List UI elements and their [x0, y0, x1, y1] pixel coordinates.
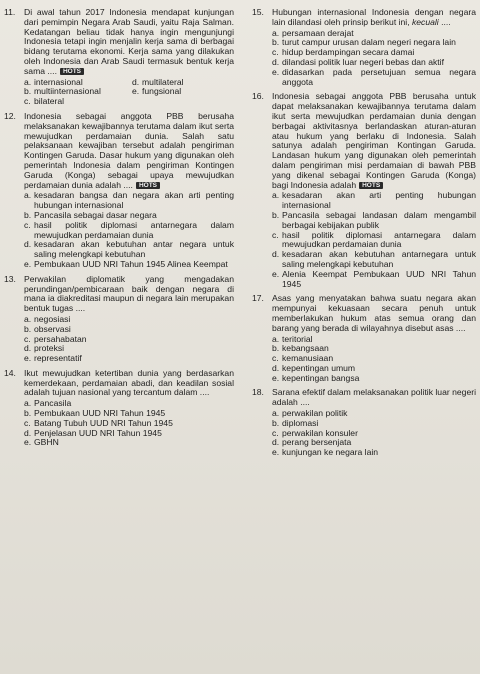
question-12 [4, 112, 234, 270]
question-stem: Perwakilan diplomatik yang mengadakan perundingan/pembicaraan baik dengan negara di mana ia diakreditasi maupun di negara lain merupakan bentuk tugas .... [24, 273, 234, 314]
question-15 [252, 8, 476, 87]
option-a[interactable]: a. negosiasi [24, 313, 71, 324]
option-c[interactable]: c. hidup berdampingan secara damai [272, 47, 415, 58]
question-number: 18. [252, 387, 264, 398]
option-d[interactable]: d. dilandasi politik luar negeri bebas dan aktif [272, 56, 444, 67]
option-d[interactable]: d. kesadaran akan kebutuhan antar negara untuk saling melengkapi kebutuhan [24, 239, 234, 260]
option-d[interactable]: d. kesadaran akan kebutuhan antarnegara untuk saling melengkapi kebutuhan [272, 249, 476, 269]
question-stem: Sarana efektif dalam melaksanakan politik luar negeri adalah .... [272, 387, 476, 408]
option-e[interactable]: e. representatif [24, 353, 82, 364]
question-18 [252, 388, 476, 458]
answer-options [272, 29, 476, 88]
option-b[interactable]: b. kebangsaan [272, 343, 329, 354]
option-e[interactable]: e. fungsional [132, 86, 182, 97]
option-e[interactable]: e. kepentingan bangsa [272, 372, 360, 383]
option-a[interactable]: a. kesadaran bangsa dan negara akan arti penting hubungan internasional [24, 190, 234, 211]
answer-options [272, 409, 476, 458]
question-stem: Indonesia sebagai anggota PBB berusaha untuk dapat melaksanakan kewajibannya terutama dalam ikut serta mewujudkan perdamaian dunia dengan berbagai aktivitasnya berlandaskan aturan-aturan atau hukum yang berlaku di Indonesia. Salah satunya adalah pengiriman Kontingan Garuda. Landasan hukum yang digunakan oleh pemerintah dalam pengiriman misi perdamaian di bawah PBB yang dikenal sebagai Kontingen Garuda (Konga) bagi Indonesia adalah HOTS [272, 91, 476, 190]
option-e[interactable]: e. Alenia Keempat Pembukaan UUD NRI Tahun 1945 [272, 268, 476, 289]
option-b[interactable]: b. observasi [24, 323, 71, 334]
option-e[interactable]: e. Pembukaan UUD NRI Tahun 1945 Alinea Keempat [24, 258, 228, 269]
option-b[interactable]: b. Pembukaan UUD NRI Tahun 1945 [24, 408, 166, 419]
question-stem: Ikut mewujudkan ketertiban dunia yang berdasarkan kemerdekaan, perdamaian abadi, dan keadilan sosial adalah tujuan nasional yang tercantum dalam .... [24, 367, 234, 398]
option-a[interactable]: a. internasional [24, 76, 83, 87]
option-d[interactable]: d. kepentingan umum [272, 362, 356, 373]
option-a[interactable]: a. kesadaran akan arti penting hubungan internasional [272, 190, 476, 211]
hots-badge: HOTS [60, 68, 84, 75]
option-e[interactable]: e. kunjungan ke negara lain [272, 447, 379, 458]
option-c[interactable]: c. hasil politik diplomasi antarnegara dalam mewujudkan perdamaian dunia [272, 229, 476, 250]
option-d[interactable]: d. Penjelasan UUD NRI Tahun 1945 [24, 427, 162, 438]
question-number: 11. [4, 7, 16, 17]
question-stem: Hubungan internasional Indonesia dengan negara lain dilandasi oleh prinsip berikut ini, kecuali .... [272, 7, 476, 27]
option-a[interactable]: a. perwakilan politik [272, 408, 348, 419]
option-e[interactable]: e. didasarkan pada persetujuan semua negara anggota [272, 66, 476, 87]
option-c[interactable]: c. Batang Tubuh UUD NRI Tahun 1945 [24, 417, 173, 428]
answer-options [272, 191, 476, 289]
right-column [252, 8, 476, 458]
answer-options [24, 315, 234, 364]
answer-options [24, 399, 234, 448]
answer-options [272, 335, 476, 384]
question-number: 16. [252, 91, 264, 102]
option-d[interactable]: d. multilateral [132, 76, 184, 87]
question-number: 13. [4, 273, 16, 284]
question-11 [4, 8, 234, 107]
option-b[interactable]: b. diplomasi [272, 417, 319, 428]
option-c[interactable]: c. bilateral [24, 96, 65, 107]
question-number: 15. [252, 7, 264, 17]
option-c[interactable]: c. perwakilan konsuler [272, 427, 358, 438]
question-stem: Di awal tahun 2017 Indonesia mendapat kunjungan dari pemimpin Negara Arab Saudi, yaitu Raja Salman. Kedatangan beliau tidak hanya ingin mengunjungi Indonesia tetapi ingin menjalin kerja sama di berbagai bidang terutama ekonomi. Kerja sama yang dilakukan oleh Indonesia dan Arab Saudi termasuk bentuk kerja sama .... HOTS [24, 7, 234, 76]
answer-options [24, 191, 234, 269]
question-13 [4, 275, 234, 364]
option-c[interactable]: c. kemanusiaan [272, 353, 334, 364]
option-b[interactable]: b. multiinternasional [24, 86, 101, 97]
option-a[interactable]: a. persamaan derajat [272, 27, 354, 38]
emphasis-kecuali: kecuali [411, 16, 439, 27]
option-a[interactable]: a. Pancasila [24, 398, 72, 409]
option-e[interactable]: e. GBHN [24, 437, 59, 448]
question-number: 12. [4, 110, 16, 121]
option-a[interactable]: a. teritorial [272, 333, 313, 344]
option-c[interactable]: c. persahabatan [24, 333, 87, 344]
option-d[interactable]: d. proteksi [24, 343, 65, 354]
question-16 [252, 92, 476, 289]
question-number: 14. [4, 367, 16, 378]
hots-badge: HOTS [359, 182, 383, 189]
question-17 [252, 294, 476, 383]
answer-options [24, 78, 234, 107]
option-b[interactable]: b. turut campur urusan dalam negeri negara lain [272, 37, 456, 48]
option-b[interactable]: b. Pancasila sebagai landasan dalam mengambil berbagai kebijakan publik [272, 209, 476, 230]
question-stem: Indonesia sebagai anggota PBB berusaha melaksanakan kewajibannya terutama dalam ikut serta mewujudkan perdamaian dunia. Salah satu pelaksanaan kewajiban tersebut adalah pengiriman Kontingen Garuda. Dasar hukum yang digunakan oleh pemerintah Indonesia dalam pengiriman Kontingen Garuda (Konga) sebagai upaya mewujudkan perdamaian dunia adalah .... HOTS [24, 110, 234, 190]
question-14 [4, 369, 234, 448]
option-c[interactable]: c. hasil politik diplomasi antarnegara dalam mewujudkan perdamaian dunia [24, 219, 234, 240]
question-stem: Asas yang menyatakan bahwa suatu negara akan mempunyai kekuasaan secara penuh untuk memberlakukan hukum atas semua orang dan barang yang berada di wilayahnya disebut asas .... [272, 293, 476, 333]
option-d[interactable]: d. perang bersenjata [272, 437, 352, 448]
left-column [4, 8, 234, 448]
hots-badge: HOTS [136, 182, 160, 189]
option-b[interactable]: b. Pancasila sebagai dasar negara [24, 209, 157, 220]
question-number: 17. [252, 293, 264, 304]
